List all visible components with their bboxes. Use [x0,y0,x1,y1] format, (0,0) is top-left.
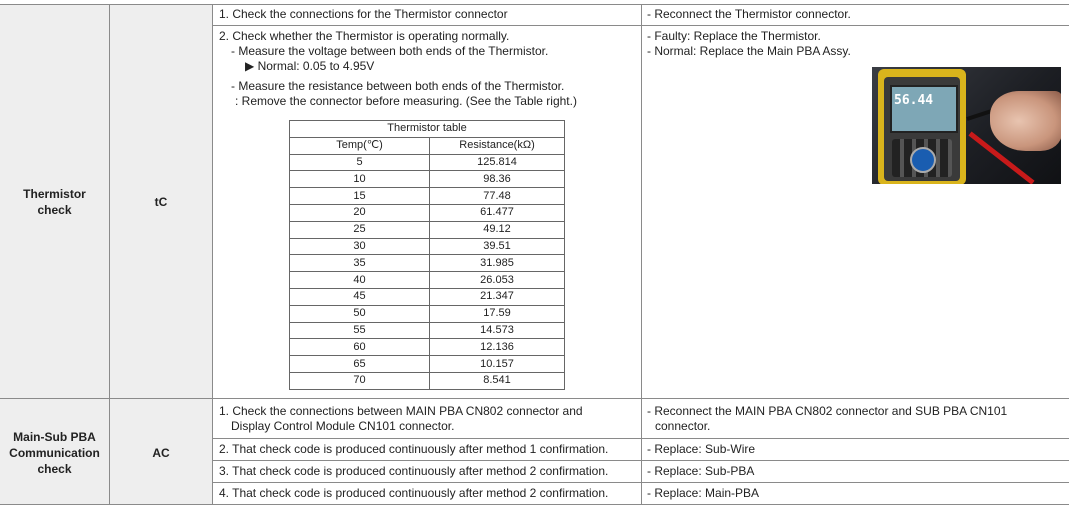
resistance-cell: 17.59 [430,305,565,322]
multimeter-dial [910,147,936,173]
temp-cell: 15 [290,188,430,205]
comm-method-1 [219,404,583,434]
row-line-top [0,4,1069,5]
method-2-voltage: - Measure the voltage between both ends of the Thermistor. [231,44,549,58]
action-2-normal: - Normal: Replace the Main PBA Assy. [647,44,851,58]
method-2 [219,29,577,109]
check-code-ac: AC [152,446,170,460]
comm-action-4: - Replace: Main-PBA [647,486,760,500]
resistance-cell: 12.136 [430,339,565,356]
temp-cell: 60 [290,339,430,356]
temp-cell: 5 [290,154,430,171]
section-label-line: check [37,462,72,476]
method-2-normal-range: ▶ Normal: 0.05 to 4.95V [245,59,375,73]
resistance-cell: 49.12 [430,221,565,238]
resistance-cell: 8.541 [430,372,565,389]
section-label-line: Communication [9,446,100,460]
temp-cell: 40 [290,272,430,289]
table-row [290,356,565,373]
method-1: 1. Check the connections for the Thermistor connector [219,7,508,21]
multimeter-icon [878,69,966,184]
comm-action-2: - Replace: Sub-Wire [647,442,756,456]
resistance-cell: 39.51 [430,238,565,255]
comm-action-1 [647,404,1007,434]
thermistor-table-caption: Thermistor table [290,121,565,138]
table-row [290,255,565,272]
multimeter-photo [872,67,1061,184]
resistance-cell: 31.985 [430,255,565,272]
temp-cell: 35 [290,255,430,272]
table-row [290,322,565,339]
comm-method-4: 4. That check code is produced continuously after method 2 confirmation. [219,486,609,500]
temp-cell: 20 [290,204,430,221]
table-row [290,204,565,221]
section-label-line: check [37,203,72,217]
temp-cell: 55 [290,322,430,339]
resistance-cell: 77.48 [430,188,565,205]
multimeter-reading: 56.44 [894,93,934,108]
comm-method-2: 2. That check code is produced continuously after method 1 confirmation. [219,442,609,456]
resistance-cell: 98.36 [430,171,565,188]
section-label-communication [0,429,109,477]
resistance-cell: 21.347 [430,288,565,305]
section-label-thermistor [0,186,109,218]
row-line-bottom [0,504,1069,505]
temp-cell: 45 [290,288,430,305]
resistance-cell: 10.157 [430,356,565,373]
temp-cell: 30 [290,238,430,255]
table-row [290,238,565,255]
resistance-cell: 125.814 [430,154,565,171]
action-2-faulty: - Faulty: Replace the Thermistor. [647,29,821,43]
comm-method-1-line2: Display Control Module CN101 connector. [231,419,455,433]
temp-cell: 65 [290,356,430,373]
thermistor-table [289,120,565,390]
table-row [290,188,565,205]
table-row [290,288,565,305]
table-row [290,171,565,188]
table-row [290,305,565,322]
check-code-tc: tC [154,195,168,209]
table-row [290,154,565,171]
table-row [290,272,565,289]
resistance-cell: 26.053 [430,272,565,289]
section-label-line: Main-Sub PBA [13,430,96,444]
thermistor-table-header-temp: Temp(℃) [290,137,430,154]
temp-cell: 10 [290,171,430,188]
col-line-method [212,4,213,504]
table-row [290,339,565,356]
action-1: - Reconnect the Thermistor connector. [647,7,851,21]
comm-method-3: 3. That check code is produced continuously after method 2 confirmation. [219,464,609,478]
hand-icon [990,91,1061,151]
resistance-cell: 61.477 [430,204,565,221]
resistance-cell: 14.573 [430,322,565,339]
section-label-line: Thermistor [23,187,86,201]
temp-cell: 50 [290,305,430,322]
comm-action-1-line2: connector. [655,419,711,433]
temp-cell: 25 [290,221,430,238]
thermistor-table-body [290,154,565,389]
method-2-title: 2. Check whether the Thermistor is operating normally. [219,29,510,43]
col-line-action [641,4,642,504]
comm-action-1-line1: - Reconnect the MAIN PBA CN802 connector and SUB PBA CN101 [647,404,1008,418]
row-line-section-split [0,398,1069,399]
method-2-note: : Remove the connector before measuring. (See the Table right.) [235,94,577,108]
action-2 [647,29,851,59]
comm-action-3: - Replace: Sub-PBA [647,464,755,478]
col-line-code [109,4,110,504]
method-2-resistance: - Measure the resistance between both ends of the Thermistor. [231,79,565,93]
thermistor-table-header-resistance: Resistance(kΩ) [430,137,565,154]
table-row [290,372,565,389]
table-row [290,221,565,238]
temp-cell: 70 [290,372,430,389]
code-column-shade [110,4,212,505]
comm-method-1-line1: 1. Check the connections between MAIN PBA CN802 connector and [219,404,583,418]
